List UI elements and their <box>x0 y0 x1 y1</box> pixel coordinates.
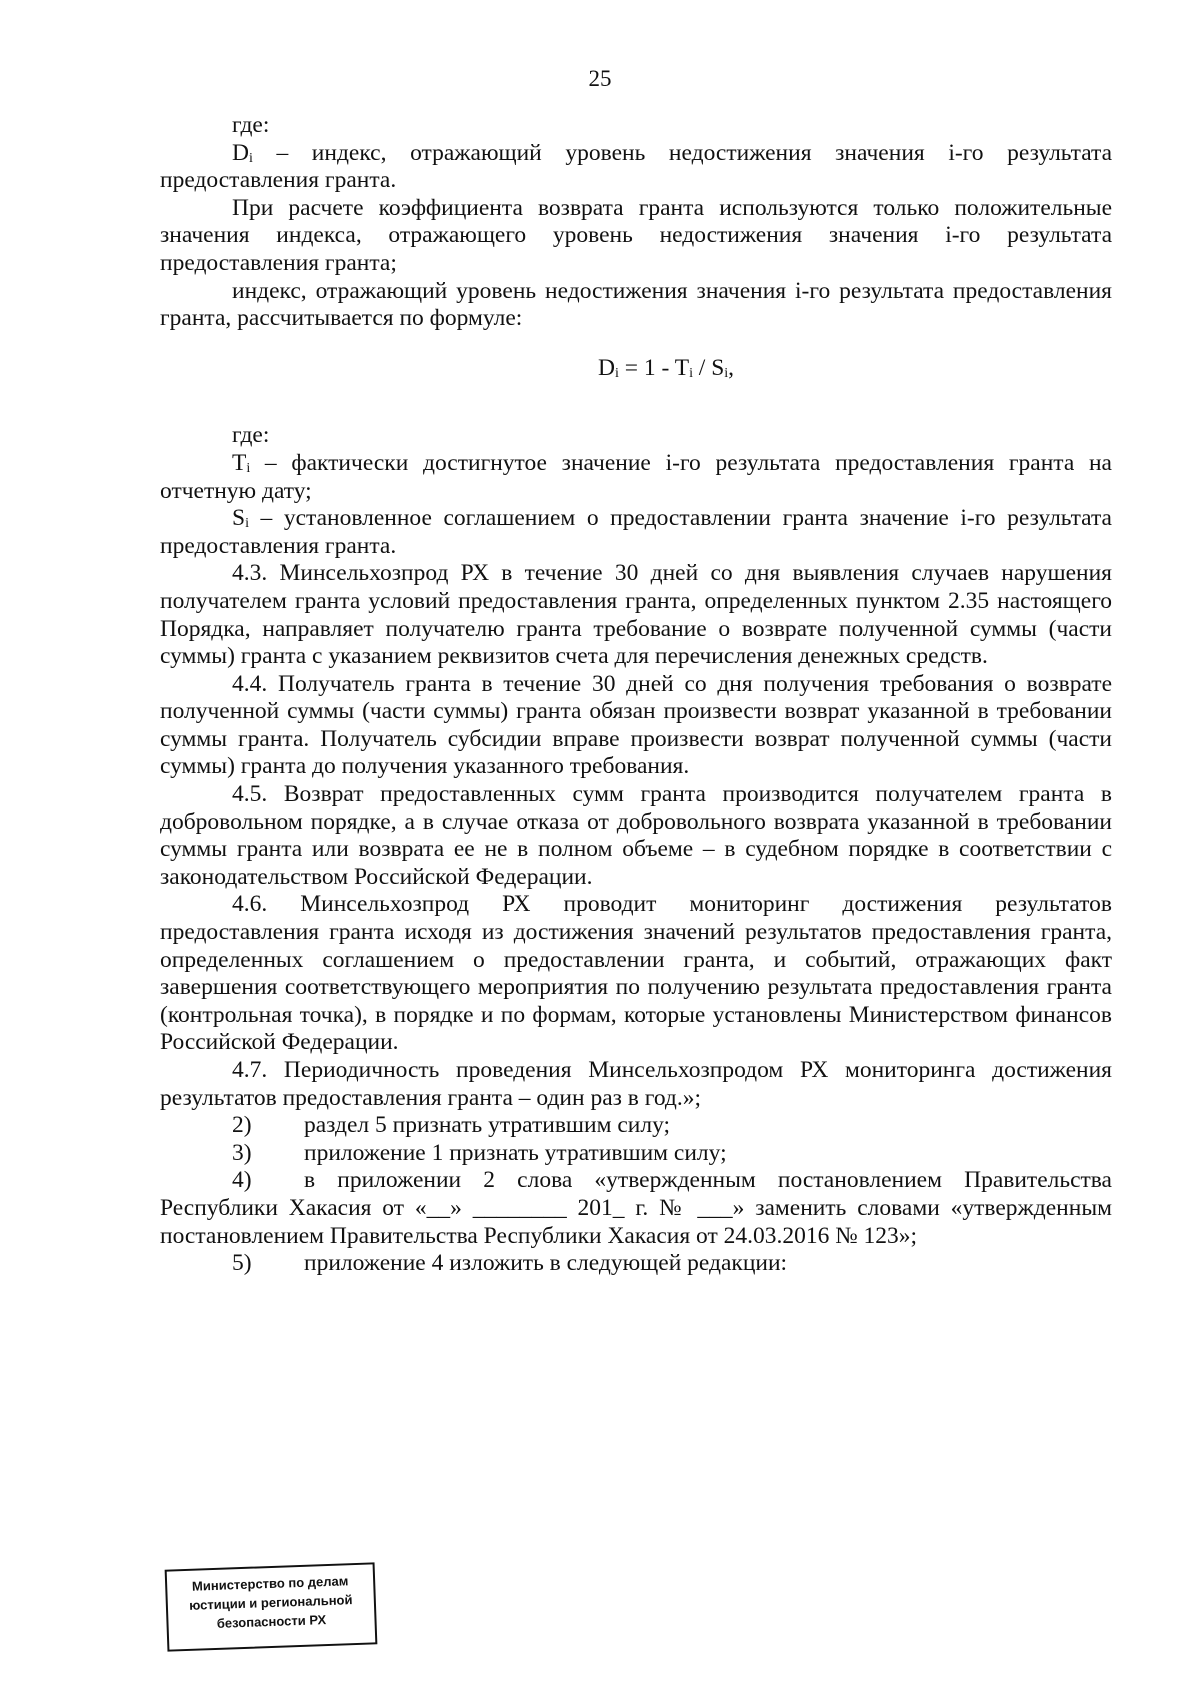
list-item <box>160 1112 1112 1140</box>
paragraph-index-formula-intro: индекс, отражающий уровень недостижения значения i-го результата предоставления гранта, рассчитывается по формуле: <box>160 277 1112 332</box>
list-item-number: 5) <box>232 1250 252 1277</box>
paragraph-4-3: 4.3. Минсельхозпрод РХ в течение 30 дней со дня выявления случаев нарушения получателем гранта условий предоставления гранта, определенных пунктом 2.35 настоящего Порядка, направляет получателю гранта требование о возврате полученной суммы (части суммы) гранта с указанием реквизитов счета для перечисления денежных средств. <box>160 560 1112 670</box>
list-item-number: 4) <box>232 1167 252 1194</box>
stamp-line: Министерство по делам <box>191 1573 349 1594</box>
stamp-line: юстиции и региональной <box>188 1592 353 1613</box>
paragraph-4-7: 4.7. Периодичность проведения Минсельхозпродом РХ мониторинга достижения результатов предоставления гранта – один раз в год.»; <box>160 1057 1112 1111</box>
paragraph-coefficient: При расчете коэффициента возврата гранта используются только положительные значения индекса, отражающего уровень недостижения значения i-го результата предоставления гранта; <box>160 194 1112 276</box>
paragraph-where-2: где: <box>232 422 270 449</box>
paragraph-where: где: <box>232 112 270 138</box>
list-item <box>160 1140 1112 1168</box>
stamp-line: безопасности РХ <box>216 1612 327 1631</box>
ministry-stamp <box>165 1562 378 1651</box>
list-item-text: приложение 1 признать утратившим силу; <box>304 1139 727 1166</box>
list-item-number: 3) <box>232 1139 252 1166</box>
list-item-number: 2) <box>232 1112 252 1139</box>
paragraph-di-definition: Dᵢ – индекс, отражающий уровень недостижения значения i-го результата предоставления гранта. <box>160 139 1112 194</box>
paragraph-ti-definition: Tᵢ – фактически достигнутое значение i-го результата предоставления гранта на отчетную дату; <box>160 449 1112 504</box>
paragraph-4-5: 4.5. Возврат предоставленных сумм гранта производится получателем гранта в добровольном порядке, а в случае отказа от добровольного возврата указанной в требовании суммы гранта или возврата ее не в полном объеме – в судебном порядке в соответствии с законодательством Российской Федерации. <box>160 781 1112 890</box>
paragraph-4-4: 4.4. Получатель гранта в течение 30 дней со дня получения требования о возврате полученной суммы (части суммы) гранта обязан произвести возврат указанной в требовании суммы гранта. Получатель субсидии вправе произвести возврат полученной суммы (части суммы) гранта до получения указанного требования. <box>160 670 1112 780</box>
list-item <box>160 1250 1112 1278</box>
list-item-text: в приложении 2 слова «утвержденным постановлением Правительства Республики Хакасия от «__» ________ 201_ г. № ___» заменить словами «утвержденным постановлением Правительства Республики Хакасия от 24.03.2016 № 123»; <box>160 1167 1112 1249</box>
list-item-text: раздел 5 признать утратившим силу; <box>304 1112 671 1139</box>
list-item-text: приложение 4 изложить в следующей редакции: <box>304 1250 788 1277</box>
paragraph-4-6: 4.6. Минсельхозпрод РХ проводит мониторинг достижения результатов предоставления гранта исходя из достижения значений результатов предоставления гранта, определенных соглашением о предоставлении гранта, и событий, отражающих факт завершения соответствующего мероприятия по получению результата предоставления гранта (контрольная точка), в порядке и по формам, которые установлены Министерством финансов Российской Федерации. <box>160 891 1112 1056</box>
list-item <box>160 1167 1112 1250</box>
paragraph-si-definition: Sᵢ – установленное соглашением о предоставлении гранта значение i-го результата предоставления гранта. <box>160 505 1112 559</box>
document-body <box>160 112 1112 1278</box>
page-number: 25 <box>588 66 612 91</box>
formula: Dᵢ = 1 - Tᵢ / Sᵢ, <box>598 354 734 381</box>
